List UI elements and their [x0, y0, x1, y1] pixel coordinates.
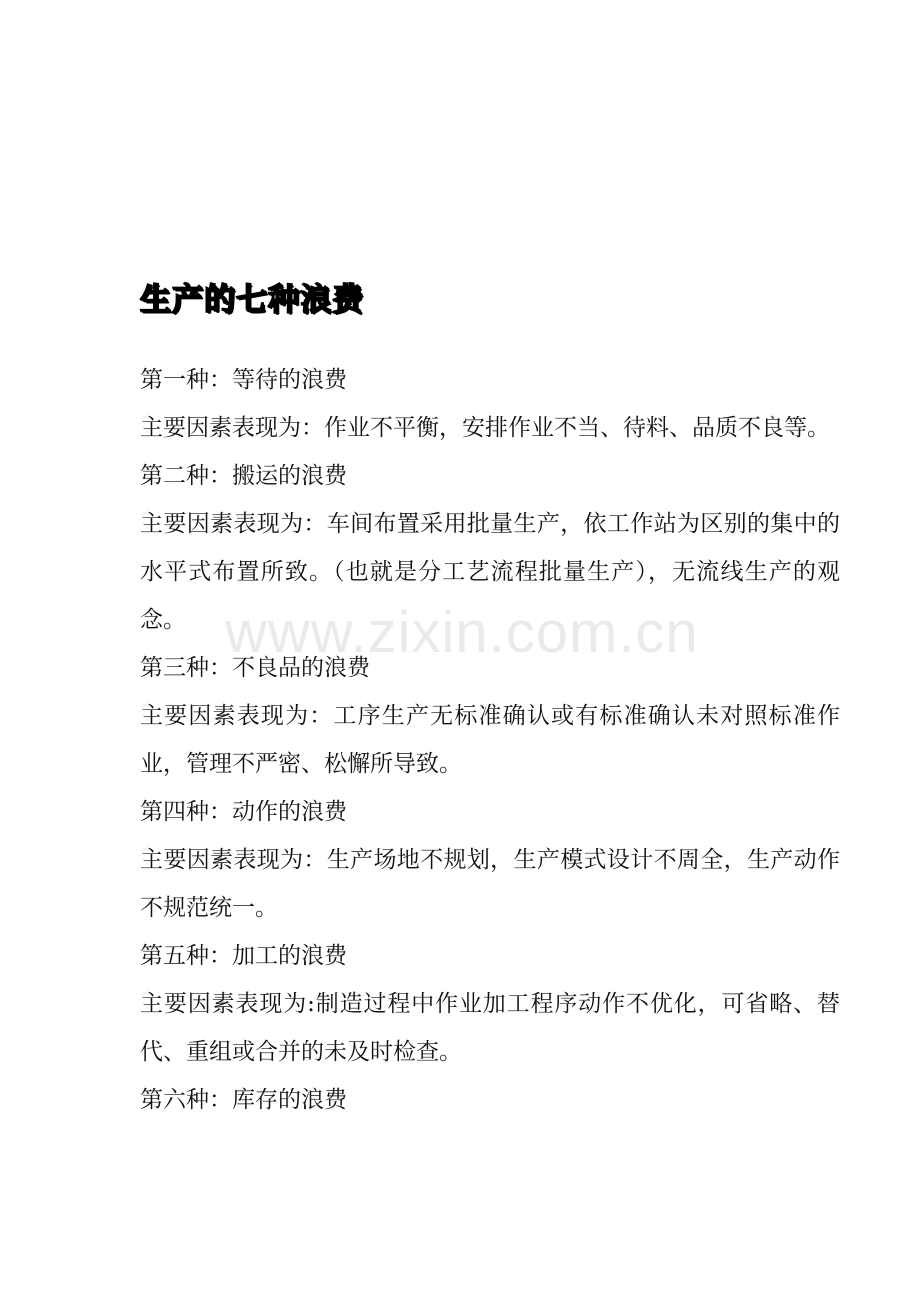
document-title: 生产的七种浪费 — [140, 282, 364, 318]
watermark: www.zixin.com.cn — [225, 600, 699, 665]
section-heading-4: 第四种：动作的浪费 — [140, 799, 347, 825]
section-body-1: 主要因素表现为：作业不平衡，安排作业不当、待料、品质不良等。 — [140, 415, 830, 441]
document-body — [140, 356, 840, 1124]
section-body-4: 主要因素表现为：生产场地不规划，生产模式设计不周全，生产动作不规范统一。 — [140, 847, 840, 921]
section-heading-2: 第二种：搬运的浪费 — [140, 463, 347, 489]
section-heading-3: 第三种：不良品的浪费 — [140, 655, 370, 681]
section-heading-5: 第五种：加工的浪费 — [140, 943, 347, 969]
section-body-3: 主要因素表现为：工序生产无标准确认或有标准确认未对照标准作业，管理不严密、松懈所导致。 — [140, 703, 840, 777]
section-heading-6: 第六种：库存的浪费 — [140, 1087, 347, 1113]
section-body-5: 主要因素表现为:制造过程中作业加工程序动作不优化，可省略、替代、重组或合并的未及时检查。 — [140, 991, 840, 1065]
section-body-2: 主要因素表现为：车间布置采用批量生产，依工作站为区别的集中的水平式布置所致。（也就是分工艺流程批量生产），无流线生产的观念。 — [140, 511, 840, 633]
section-heading-1: 第一种：等待的浪费 — [140, 367, 347, 393]
